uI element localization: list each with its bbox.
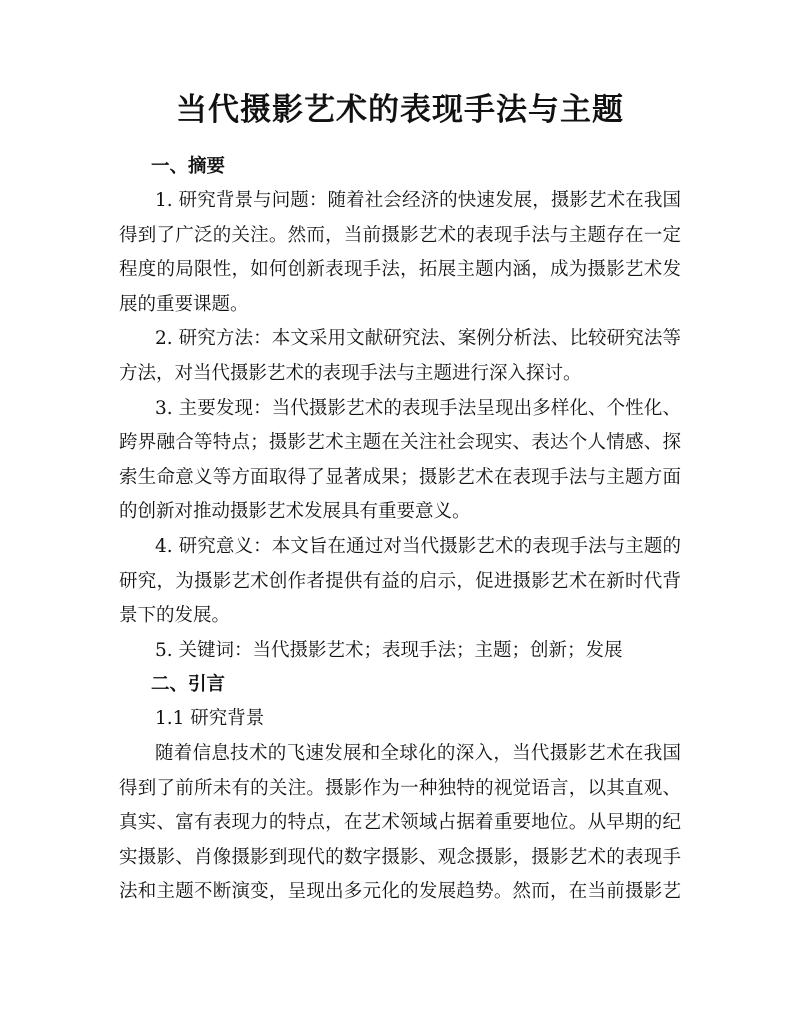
text-line: 2. 研究方法：本文采用文献研究法、案例分析法、比较研究法等 <box>155 328 681 350</box>
abstract-item-findings <box>119 392 681 530</box>
text-line: 随着信息技术的飞速发展和全球化的深入，当代摄影艺术在我国 <box>155 742 681 764</box>
section-heading-abstract: 一、摘要 <box>151 156 226 177</box>
abstract-item-keywords <box>119 634 681 669</box>
text-line: 5. 关键词：当代摄影艺术；表现手法；主题；创新；发展 <box>155 639 623 661</box>
text-line: 4. 研究意义：本文旨在通过对当代摄影艺术的表现手法与主题的 <box>155 535 681 557</box>
document-body <box>119 150 681 910</box>
text-line: 的创新对推动摄影艺术发展具有重要意义。 <box>119 501 471 523</box>
text-line: 3. 主要发现：当代摄影艺术的表现手法呈现出多样化、个性化、 <box>155 397 681 419</box>
text-line: 1. 研究背景与问题：随着社会经济的快速发展，摄影艺术在我国 <box>155 190 681 211</box>
text-line: 实摄影、肖像摄影到现代的数字摄影、观念摄影，摄影艺术的表现手 <box>119 846 681 868</box>
subsection-heading-background: 1.1 研究背景 <box>155 708 265 730</box>
abstract-item-background <box>119 184 681 322</box>
text-line: 得到了广泛的关注。然而，当前摄影艺术的表现手法与主题存在一定 <box>119 224 681 246</box>
document-title: 当代摄影艺术的表现手法与主题 <box>176 92 624 128</box>
text-line: 程度的局限性，如何创新表现手法，拓展主题内涵，成为摄影艺术发 <box>119 259 681 281</box>
introduction-paragraph <box>119 737 681 910</box>
section-heading-introduction: 二、引言 <box>151 674 226 696</box>
text-line: 展的重要课题。 <box>119 293 249 315</box>
abstract-item-significance <box>119 530 681 634</box>
text-line: 索生命意义等方面取得了显著成果；摄影艺术在表现手法与主题方面 <box>119 466 681 488</box>
text-line: 景下的发展。 <box>119 605 231 627</box>
text-line: 得到了前所未有的关注。摄影作为一种独特的视觉语言，以其直观、 <box>119 777 681 799</box>
text-line: 法和主题不断演变，呈现出多元化的发展趋势。然而，在当前摄影艺 <box>119 881 681 903</box>
text-line: 跨界融合等特点；摄影艺术主题在关注社会现实、表达个人情感、探 <box>119 432 681 454</box>
text-line: 方法，对当代摄影艺术的表现手法与主题进行深入探讨。 <box>119 362 582 384</box>
abstract-item-method <box>119 322 681 391</box>
text-line: 真实、富有表现力的特点，在艺术领域占据着重要地位。从早期的纪 <box>119 812 681 834</box>
text-line: 研究，为摄影艺术创作者提供有益的启示，促进摄影艺术在新时代背 <box>119 570 681 592</box>
